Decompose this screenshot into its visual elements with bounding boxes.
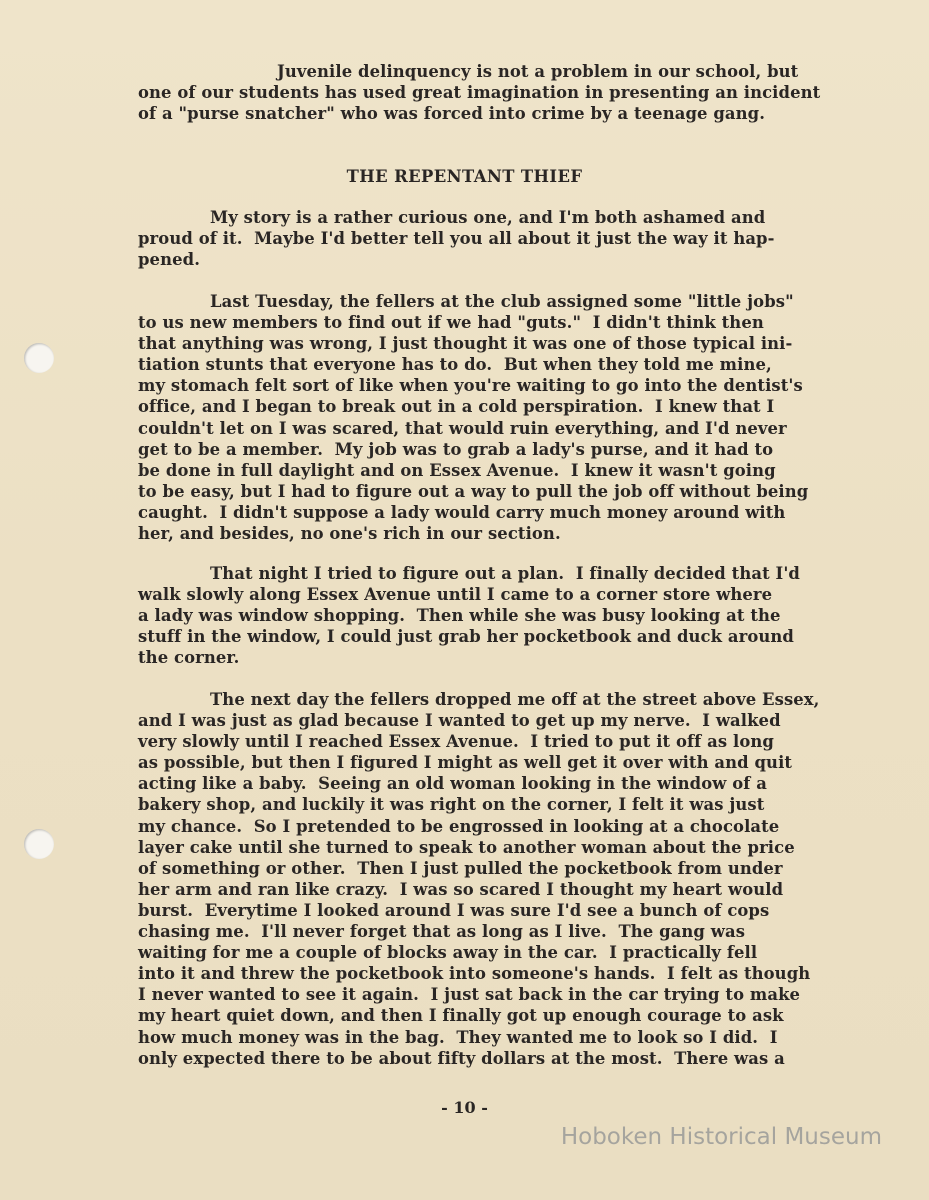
text-line: acting like a baby. Seeing an old woman looking in the window of a — [138, 774, 767, 794]
text-line: waiting for me a couple of blocks away in the car. I practically fell — [138, 943, 758, 963]
text-line: the corner. — [138, 648, 240, 668]
binder-hole — [24, 343, 54, 373]
paragraph — [138, 563, 810, 668]
museum-watermark: Hoboken Historical Museum — [560, 1124, 882, 1150]
text-line: tiation stunts that everyone has to do. But when they told me mine, — [138, 355, 772, 375]
text-line: only expected there to be about fifty dollars at the most. There was a — [138, 1048, 785, 1068]
text-line: The next day the fellers dropped me off at the street above Essex, — [210, 690, 820, 709]
paragraph — [138, 207, 810, 270]
text-line: walk slowly along Essex Avenue until I came to a corner store where — [138, 585, 773, 605]
text-line: Juvenile delinquency is not a problem in our school, but — [277, 62, 799, 81]
text-line: her, and besides, no one's rich in our section. — [138, 524, 561, 544]
text-line: that anything was wrong, I just thought it was one of those typical ini- — [138, 334, 793, 354]
text-line: Last Tuesday, the fellers at the club assigned some "little jobs" — [210, 292, 794, 311]
text-line: one of our students has used great imagination in presenting an incident — [138, 83, 821, 103]
text-line: chasing me. I'll never forget that as long as I live. The gang was — [138, 922, 746, 942]
story-title: THE REPENTANT THIEF — [346, 167, 583, 186]
text-line: layer cake until she turned to speak to another woman about the price — [138, 837, 795, 857]
text-line: proud of it. Maybe I'd better tell you all about it just the way it hap- — [138, 229, 775, 249]
text-line: how much money was in the bag. They wanted me to look so I did. I — [138, 1027, 778, 1047]
text-line: of something or other. Then I just pulled the pocketbook from under — [138, 858, 783, 878]
text-line: My story is a rather curious one, and I'm both ashamed and — [210, 208, 766, 227]
text-line: get to be a member. My job was to grab a lady's purse, and it had to — [138, 439, 774, 459]
text-line: bakery shop, and luckily it was right on the corner, I felt it was just — [138, 795, 765, 815]
intro-paragraph — [138, 61, 821, 124]
text-line: to be easy, but I had to figure out a way to pull the job off without being — [138, 481, 809, 501]
text-line: my heart quiet down, and then I finally got up enough courage to ask — [138, 1006, 784, 1026]
text-line: office, and I began to break out in a cold perspiration. I knew that I — [138, 397, 775, 417]
paragraph — [138, 689, 820, 1069]
text-line: a lady was window shopping. Then while she was busy looking at the — [138, 606, 781, 626]
text-line: I never wanted to see it again. I just sat back in the car trying to make — [138, 985, 801, 1005]
text-line: burst. Everytime I looked around I was sure I'd see a bunch of cops — [138, 900, 770, 920]
text-line: my chance. So I pretended to be engrossed in looking at a chocolate — [138, 816, 780, 836]
text-line: of a "purse snatcher" who was forced into crime by a teenage gang. — [138, 104, 766, 124]
binder-hole — [24, 829, 54, 859]
text-line: to us new members to find out if we had "guts." I didn't think then — [138, 313, 764, 333]
text-line: stuff in the window, I could just grab her pocketbook and duck around — [138, 627, 794, 647]
text-line: into it and threw the pocketbook into someone's hands. I felt as though — [138, 964, 811, 984]
text-line: caught. I didn't suppose a lady would carry much money around with — [138, 502, 786, 522]
text-line: as possible, but then I figured I might as well get it over with and quit — [138, 753, 793, 773]
page-number: - 10 - — [441, 1098, 488, 1117]
text-line: very slowly until I reached Essex Avenue. I tried to put it off as long — [138, 732, 774, 752]
text-line: pened. — [138, 250, 201, 270]
text-line: her arm and ran like crazy. I was so scared I thought my heart would — [138, 879, 784, 899]
text-line: be done in full daylight and on Essex Avenue. I knew it wasn't going — [138, 460, 776, 480]
paragraph — [138, 291, 810, 544]
text-line: my stomach felt sort of like when you're waiting to go into the dentist's — [138, 376, 803, 396]
text-line: That night I tried to figure out a plan. I finally decided that I'd — [210, 564, 800, 583]
text-line: couldn't let on I was scared, that would ruin everything, and I'd never — [138, 418, 787, 438]
text-line: and I was just as glad because I wanted to get up my nerve. I walked — [138, 711, 781, 731]
